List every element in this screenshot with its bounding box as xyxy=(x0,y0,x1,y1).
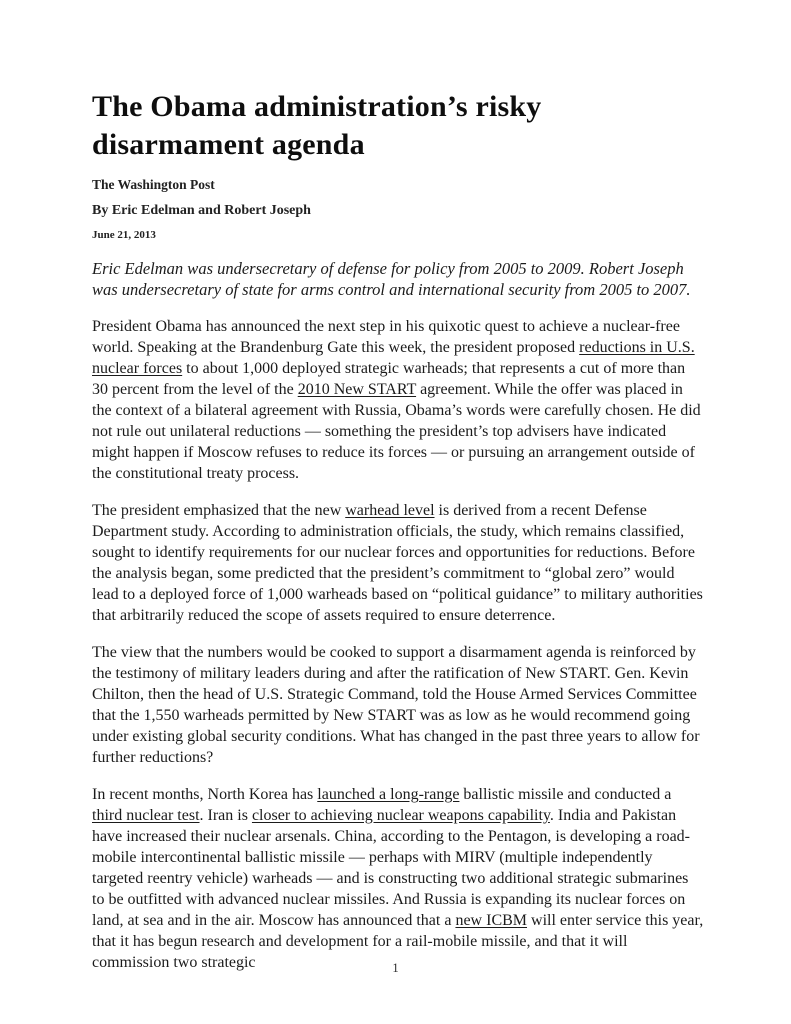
inline-link[interactable]: new ICBM xyxy=(455,912,528,929)
article-paragraph xyxy=(92,316,704,484)
paragraph-text: President Obama has announced the next step in his quixotic quest to achieve a nuclear-free world. Speaking at the Brandenburg Gate this week, the president proposed xyxy=(92,318,680,356)
inline-link[interactable]: third nuclear test xyxy=(92,807,200,824)
paragraph-text: will enter service this year, that it has begun research and development for a rail-mobile missile, and that it will commission two strategic xyxy=(92,912,704,971)
article-paragraph xyxy=(92,784,704,973)
inline-link[interactable]: closer to achieving nuclear weapons capability xyxy=(251,807,550,824)
article-source: The Washington Post xyxy=(92,177,215,192)
inline-link[interactable]: reductions in U.S. nuclear forces xyxy=(92,339,695,377)
paragraph-text: . Iran is xyxy=(199,807,252,824)
article-title: The Obama administration’s risky disarmament agenda xyxy=(92,90,542,161)
article-body xyxy=(92,316,704,973)
paragraph-text: ballistic missile and conducted a xyxy=(459,786,672,803)
article-lede: Eric Edelman was undersecretary of defense for policy from 2005 to 2009. Robert Joseph was undersecretary of state for arms control and international security from 2005 to 2007. xyxy=(92,259,691,299)
article-paragraph xyxy=(92,642,704,768)
page-number: 1 xyxy=(392,961,399,975)
paragraph-text: The view that the numbers would be cooked to support a disarmament agenda is reinforced by the testimony of military leaders during and after the ratification of New START. Gen. Kevin Chilton, then the head of U.S. Strategic Command, told the House Armed Services Committee that the 1,550 warheads permitted by New START was as low as he would recommend going under existing global security conditions. What has changed in the past three years to allow for further reductions? xyxy=(92,644,700,766)
paragraph-text: In recent months, North Korea has xyxy=(92,786,318,803)
paragraph-text: agreement. While the offer was placed in the context of a bilateral agreement with Russia, Obama’s words were carefully chosen. He did not rule out unilateral reductions — something the president’s top advisers have indicated might happen if Moscow refuses to reduce its forces — or pursuing an arrangement outside of the constitutional treaty process. xyxy=(92,381,701,482)
inline-link[interactable]: warhead level xyxy=(345,502,435,519)
article-byline: By Eric Edelman and Robert Joseph xyxy=(92,203,311,218)
inline-link[interactable]: launched a long-range xyxy=(317,786,460,803)
paragraph-text: . India and Pakistan have increased their nuclear arsenals. China, according to the Pentagon, is developing a road-mobile intercontinental ballistic missile — perhaps with MIRV (multiple independently targeted reentry vehicle) warheads — and is constructing two additional strategic submarines to be outfitted with advanced nuclear missiles. And Russia is expanding its nuclear forces on land, at sea and in the air. Moscow has announced that a xyxy=(92,807,690,929)
paragraph-text: The president emphasized that the new xyxy=(92,502,346,519)
paragraph-text: to about 1,000 deployed strategic warheads; that represents a cut of more than 30 percent from the level of the xyxy=(92,360,686,398)
paragraph-text: is derived from a recent Defense Department study. According to administration officials, the study, which remains classified, sought to identify requirements for our nuclear forces and opportunities for reductions. Before the analysis began, some predicted that the president’s commitment to “global zero” would lead to a deployed force of 1,000 warheads based on “political guidance” to military authorities that arbitrarily reduced the scope of assets required to ensure deterrence. xyxy=(92,502,703,624)
article-paragraph xyxy=(92,500,704,626)
inline-link[interactable]: 2010 New START xyxy=(297,381,417,398)
article-date: June 21, 2013 xyxy=(92,229,156,241)
